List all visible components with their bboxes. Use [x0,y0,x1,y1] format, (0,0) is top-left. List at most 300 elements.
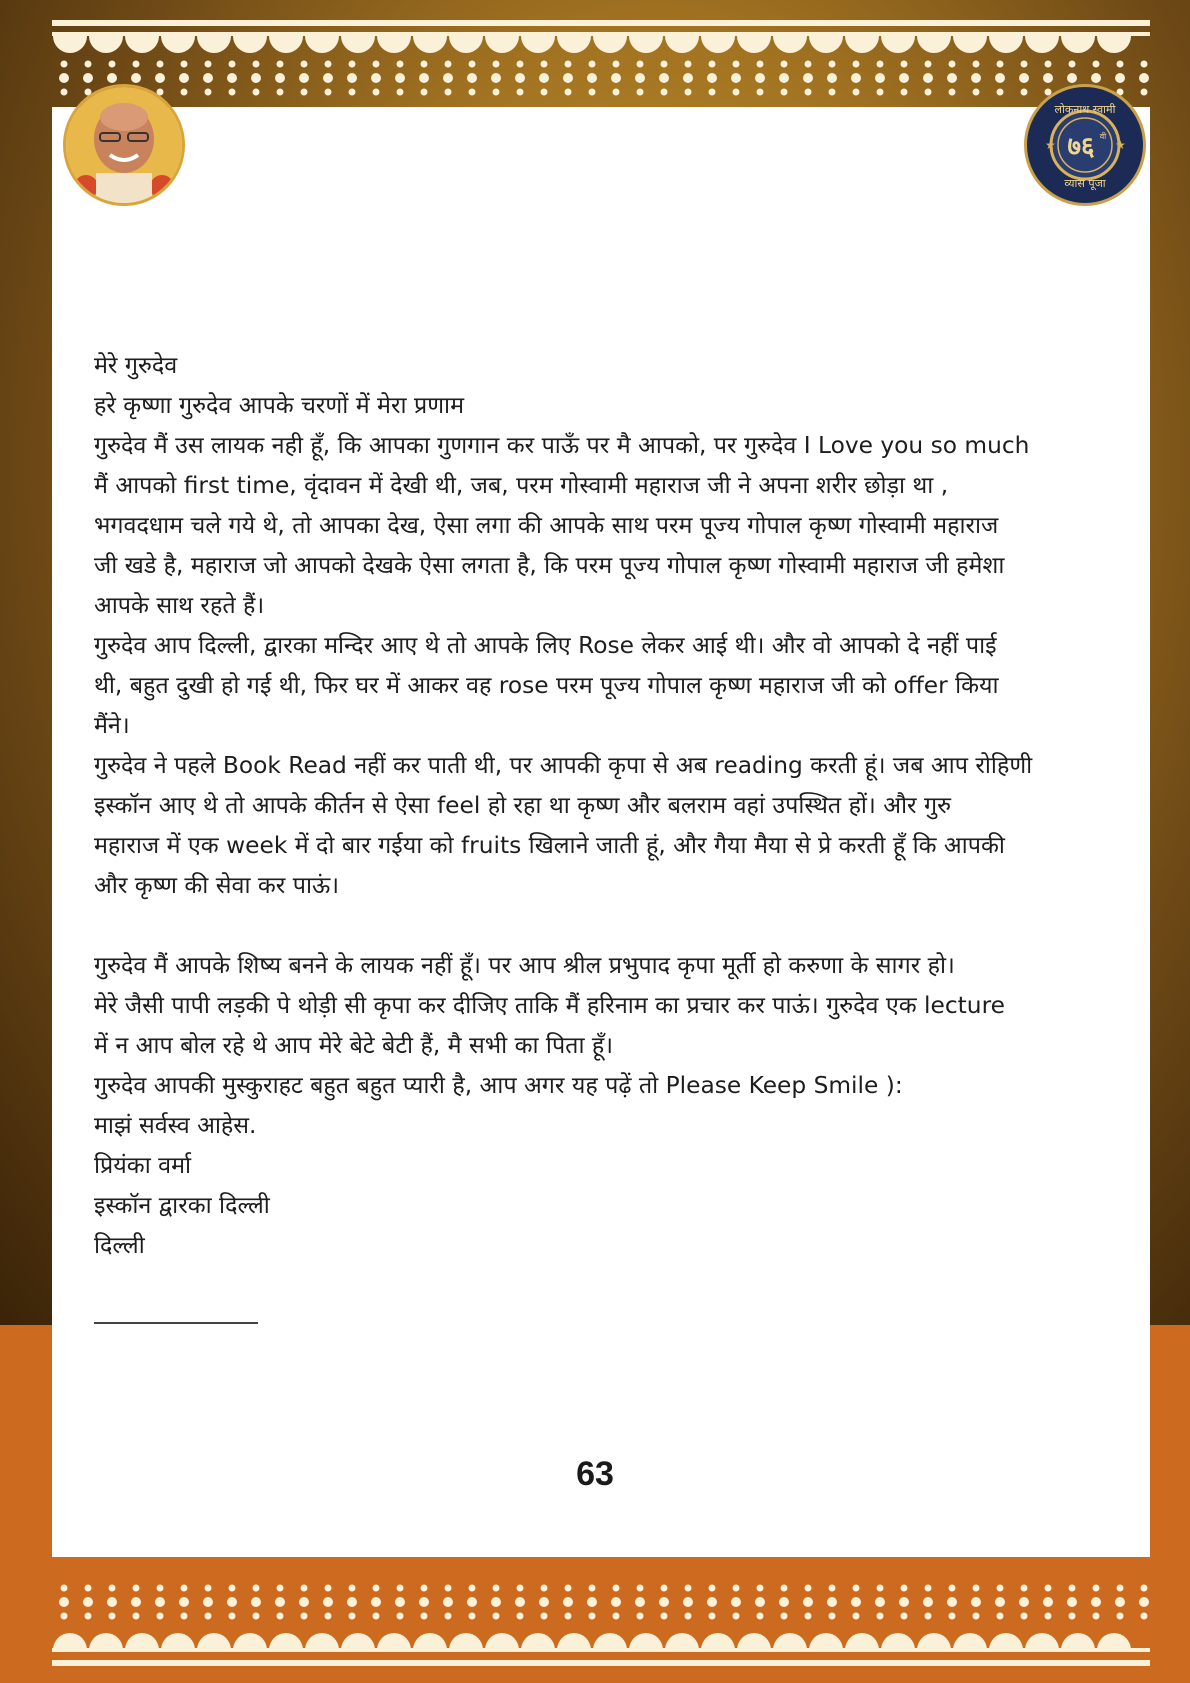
letter-line: और कृष्ण की सेवा कर पाऊं। [94,872,340,899]
emblem-suffix: वी [1099,132,1107,141]
border-dot [517,89,524,96]
border-dot [925,89,932,96]
border-dot [637,89,644,96]
border-dot [373,89,380,96]
border-dot [851,73,861,83]
border-dot [923,1597,933,1607]
border-dot [203,73,213,83]
border-dot [709,89,716,96]
border-dot [1093,1613,1100,1620]
border-dot [587,73,597,83]
border-dot [875,1597,885,1607]
border-dot [253,61,260,68]
border-dot [229,89,236,96]
border-dot [131,73,141,83]
border-dot [1045,61,1052,68]
border-dot [445,1613,452,1620]
border-dot [757,1613,764,1620]
border-dot [467,1597,477,1607]
border-dot [1117,1613,1124,1620]
border-dot [637,61,644,68]
border-dot [227,1597,237,1607]
border-dot [853,61,860,68]
border-dot [853,1585,860,1592]
border-dot [685,1585,692,1592]
border-dot [613,89,620,96]
border-dot [515,73,525,83]
bottom-border-line [52,1660,1150,1666]
border-dot [373,61,380,68]
border-dot [947,1597,957,1607]
border-dot [61,1585,68,1592]
border-dot [299,73,309,83]
border-dot [1141,89,1148,96]
border-dot [851,1597,861,1607]
border-dot [877,61,884,68]
border-dot [1093,1585,1100,1592]
border-dot [829,1585,836,1592]
border-dot [157,1585,164,1592]
border-dot [227,73,237,83]
border-dot [565,1585,572,1592]
border-dot [1021,1613,1028,1620]
border-dot [1091,1597,1101,1607]
border-dot [587,1597,597,1607]
border-dot [661,89,668,96]
border-dot [805,1613,812,1620]
letter-line: मैं आपको first time, वृंदावन में देखी थी, जब, परम गोस्वामी महाराज जी ने अपना शरीर छोड़ा था , [94,472,949,499]
border-dot [589,1585,596,1592]
border-dot [229,1613,236,1620]
border-dot [515,1597,525,1607]
scallop [629,36,663,53]
border-dot [949,89,956,96]
border-dot [253,89,260,96]
border-dot [1115,1597,1125,1607]
scallop [773,36,807,53]
border-dot [901,1585,908,1592]
border-dot [419,73,429,83]
border-dot [1045,1613,1052,1620]
border-dot [877,1585,884,1592]
letter-line: में न आप बोल रहे थे आप मेरे बेटे बेटी हैं, मै सभी का पिता हूँ। [94,1032,614,1059]
border-dot [829,89,836,96]
border-dot [469,61,476,68]
border-dot [157,1613,164,1620]
border-dot [301,61,308,68]
border-dot [971,73,981,83]
border-dot [611,73,621,83]
signature-city: दिल्ली [94,1232,145,1259]
border-dot [133,1613,140,1620]
border-dot [563,1597,573,1607]
border-dot [325,1585,332,1592]
border-dot [731,1597,741,1607]
border-dot [1043,1597,1053,1607]
border-dot [1021,61,1028,68]
scallop [701,36,735,53]
letter-line: थी, बहुत दुखी हो गई थी, फिर घर में आकर वह rose परम पूज्य गोपाल कृष्ण महाराज जी को offer किया [94,672,999,699]
border-dot [565,61,572,68]
top-dot-pattern [52,56,1150,104]
svg-text:★: ★ [1045,138,1056,152]
border-dot [829,1613,836,1620]
border-dot [779,1597,789,1607]
border-dot [541,1585,548,1592]
border-dot [85,61,92,68]
border-dot [541,1613,548,1620]
border-dot [349,1585,356,1592]
border-dot [925,61,932,68]
border-dot [323,73,333,83]
border-dot [251,1597,261,1607]
svg-text:★: ★ [1115,138,1126,152]
border-dot [757,89,764,96]
border-dot [277,1585,284,1592]
scallop [557,36,591,53]
border-dot [1117,61,1124,68]
border-dot [781,1585,788,1592]
border-dot [949,1585,956,1592]
border-dot [1045,1585,1052,1592]
border-dot [997,61,1004,68]
border-dot [107,1597,117,1607]
border-dot [635,73,645,83]
border-dot [493,1613,500,1620]
letter-line: गुरुदेव मैं उस लायक नही हूँ, कि आपका गुणगान कर पाऊँ पर मै आपको, पर गुरुदेव I Love you so much [94,432,1030,459]
border-dot [541,89,548,96]
scallop [665,36,699,53]
border-dot [59,1597,69,1607]
border-dot [1115,73,1125,83]
letter-line: महाराज में एक week में दो बार गईया को fruits खिलाने जाती हूं, और गैया मैया से प्रे करती हूँ कि आपकी [94,832,1005,859]
border-dot [635,1597,645,1607]
border-dot [349,89,356,96]
letter-line: मेरे जैसी पापी लड़की पे थोड़ी सी कृपा कर दीजिए ताकि मैं हरिनाम का प्रचार कर पाऊं। गुरुदेव एक lecture [94,992,1005,1019]
scallop [269,36,303,53]
border-dot [301,1613,308,1620]
border-dot [203,1597,213,1607]
border-dot [323,1597,333,1607]
border-dot [685,89,692,96]
border-dot [539,73,549,83]
scallop [989,36,1023,53]
border-dot [997,1585,1004,1592]
border-dot [157,61,164,68]
scallop [953,36,987,53]
border-dot [155,1597,165,1607]
border-dot [395,73,405,83]
border-dot [685,1613,692,1620]
border-dot [661,61,668,68]
scallop [125,36,159,53]
border-dot [899,73,909,83]
border-dot [253,1613,260,1620]
border-dot [683,73,693,83]
border-dot [539,1597,549,1607]
border-dot [445,61,452,68]
scallop [413,36,447,53]
border-dot [59,73,69,83]
border-dot [443,1597,453,1607]
border-dot [589,89,596,96]
border-dot [611,1597,621,1607]
border-dot [853,89,860,96]
border-dot [421,1613,428,1620]
guru-portrait [63,84,185,206]
border-dot [205,1585,212,1592]
border-dot [181,61,188,68]
letter-body [94,346,1104,1266]
bottom-border-line-inner [52,1648,1150,1652]
border-dot [827,1597,837,1607]
border-dot [997,1613,1004,1620]
border-dot [277,1613,284,1620]
border-dot [781,1613,788,1620]
border-dot [733,89,740,96]
signature-name: प्रियंका वर्मा [94,1152,192,1179]
border-dot [205,61,212,68]
border-dot [707,1597,717,1607]
border-dot [395,1597,405,1607]
border-dot [181,1613,188,1620]
border-dot [109,61,116,68]
border-dot [1067,1597,1077,1607]
border-dot [371,73,381,83]
border-dot [899,1597,909,1607]
border-dot [109,1585,116,1592]
scallop [485,36,519,53]
letter-line: जी खडे है, महाराज जो आपको देखके ऐसा लगता है, कि परम पूज्य गोपाल कृष्ण गोस्वामी महाराज जी हमेशा [94,552,1005,579]
border-dot [491,73,501,83]
border-dot [901,61,908,68]
border-dot [923,73,933,83]
signature-divider [94,1322,258,1324]
border-dot [565,89,572,96]
scallop [233,36,267,53]
border-dot [1019,1597,1029,1607]
border-dot [253,1585,260,1592]
border-dot [565,1613,572,1620]
border-dot [1141,1585,1148,1592]
border-dot [205,1613,212,1620]
border-dot [1117,1585,1124,1592]
scallop [917,36,951,53]
border-dot [637,1613,644,1620]
letter-line: भगवदधाम चले गये थे, तो आपका देख, ऐसा लगा की आपके साथ परम पूज्य गोपाल कृष्ण गोस्वामी महाराज [94,512,999,539]
border-dot [947,73,957,83]
border-dot [1139,1597,1149,1607]
border-dot [973,61,980,68]
border-dot [179,1597,189,1607]
emblem-top-text: लोकनाथ स्वामी [1054,103,1116,116]
border-dot [685,61,692,68]
border-dot [349,61,356,68]
border-dot [517,61,524,68]
border-dot [1021,1585,1028,1592]
border-dot [925,1613,932,1620]
border-dot [709,1613,716,1620]
border-dot [829,61,836,68]
letter-line: इस्कॉन आए थे तो आपके कीर्तन से ऐसा feel हो रहा था कृष्ण और बलराम वहां उपस्थित हों। और गुरु [94,792,952,819]
border-dot [347,73,357,83]
scallop [1097,36,1131,53]
scallop [341,36,375,53]
letter-line: आपके साथ रहते हैं। [94,592,265,619]
border-dot [757,61,764,68]
letter-line: मैंने। [94,712,130,739]
border-dot [541,61,548,68]
border-dot [875,73,885,83]
border-dot [397,89,404,96]
border-dot [661,1585,668,1592]
scallop [593,36,627,53]
border-dot [709,1585,716,1592]
border-dot [61,1613,68,1620]
border-dot [301,1585,308,1592]
border-dot [973,1613,980,1620]
border-dot [107,73,117,83]
vyasa-puja-emblem [1024,84,1146,206]
border-dot [1139,73,1149,83]
border-dot [349,1613,356,1620]
border-dot [421,61,428,68]
border-dot [61,89,68,96]
border-dot [301,89,308,96]
border-dot [683,1597,693,1607]
border-dot [877,1613,884,1620]
letter-line: हरे कृष्णा गुरुदेव आपके चरणों में मेरा प्रणाम [94,392,465,419]
border-dot [469,89,476,96]
border-dot [419,1597,429,1607]
border-dot [661,1613,668,1620]
border-dot [1069,1613,1076,1620]
border-dot [853,1613,860,1620]
border-dot [181,89,188,96]
border-dot [155,73,165,83]
border-dot [205,89,212,96]
page-number: 63 [576,1455,614,1493]
scallop [521,36,555,53]
letter-line: गुरुदेव आप दिल्ली, द्वारका मन्दिर आए थे तो आपके लिए Rose लेकर आई थी। और वो आपको दे नहीं पाई [94,632,997,659]
border-dot [131,1597,141,1607]
scallop [845,36,879,53]
emblem-bottom-text: व्यास पूजा [1064,177,1106,190]
border-dot [1043,73,1053,83]
border-dot [995,1597,1005,1607]
border-dot [491,1597,501,1607]
border-dot [83,1597,93,1607]
border-dot [659,73,669,83]
border-dot [613,1585,620,1592]
border-dot [85,1585,92,1592]
border-dot [467,73,477,83]
border-dot [827,73,837,83]
scallop [53,36,87,53]
border-dot [181,1585,188,1592]
paragraph-gap [94,906,1104,946]
border-dot [397,1613,404,1620]
border-dot [613,61,620,68]
border-dot [589,1613,596,1620]
border-dot [707,73,717,83]
border-dot [973,1585,980,1592]
border-dot [1141,1613,1148,1620]
border-dot [1021,89,1028,96]
border-dot [781,61,788,68]
border-dot [755,1597,765,1607]
border-dot [613,1613,620,1620]
border-dot [347,1597,357,1607]
scallop [1025,36,1059,53]
border-dot [805,61,812,68]
border-dot [973,89,980,96]
scallop [809,36,843,53]
border-dot [709,61,716,68]
border-dot [251,73,261,83]
border-dot [781,89,788,96]
border-dot [469,1613,476,1620]
border-dot [757,1585,764,1592]
border-dot [925,1585,932,1592]
letter-line: मेरे गुरुदेव [94,352,178,379]
border-dot [61,61,68,68]
border-dot [1091,73,1101,83]
border-dot [277,89,284,96]
border-dot [469,1585,476,1592]
border-dot [1069,1585,1076,1592]
border-dot [133,61,140,68]
border-dot [397,61,404,68]
border-dot [1141,61,1148,68]
border-dot [445,89,452,96]
border-dot [805,1585,812,1592]
border-dot [517,1585,524,1592]
border-dot [421,89,428,96]
border-dot [563,73,573,83]
border-dot [493,61,500,68]
border-dot [325,1613,332,1620]
scallop [737,36,771,53]
border-dot [803,1597,813,1607]
scallop [449,36,483,53]
scallop [881,36,915,53]
border-dot [971,1597,981,1607]
border-dot [443,73,453,83]
border-dot [421,1585,428,1592]
border-dot [995,73,1005,83]
border-dot [179,73,189,83]
border-dot [731,73,741,83]
border-dot [325,89,332,96]
border-dot [299,1597,309,1607]
border-dot [325,61,332,68]
border-dot [85,1613,92,1620]
border-dot [275,73,285,83]
border-dot [83,73,93,83]
border-dot [733,1613,740,1620]
border-dot [371,1597,381,1607]
border-dot [901,1613,908,1620]
border-dot [133,1585,140,1592]
border-dot [803,73,813,83]
border-dot [589,61,596,68]
scallop [89,36,123,53]
border-dot [733,1585,740,1592]
border-dot [373,1585,380,1592]
bottom-scallop-border [52,1620,1150,1650]
border-dot [949,61,956,68]
